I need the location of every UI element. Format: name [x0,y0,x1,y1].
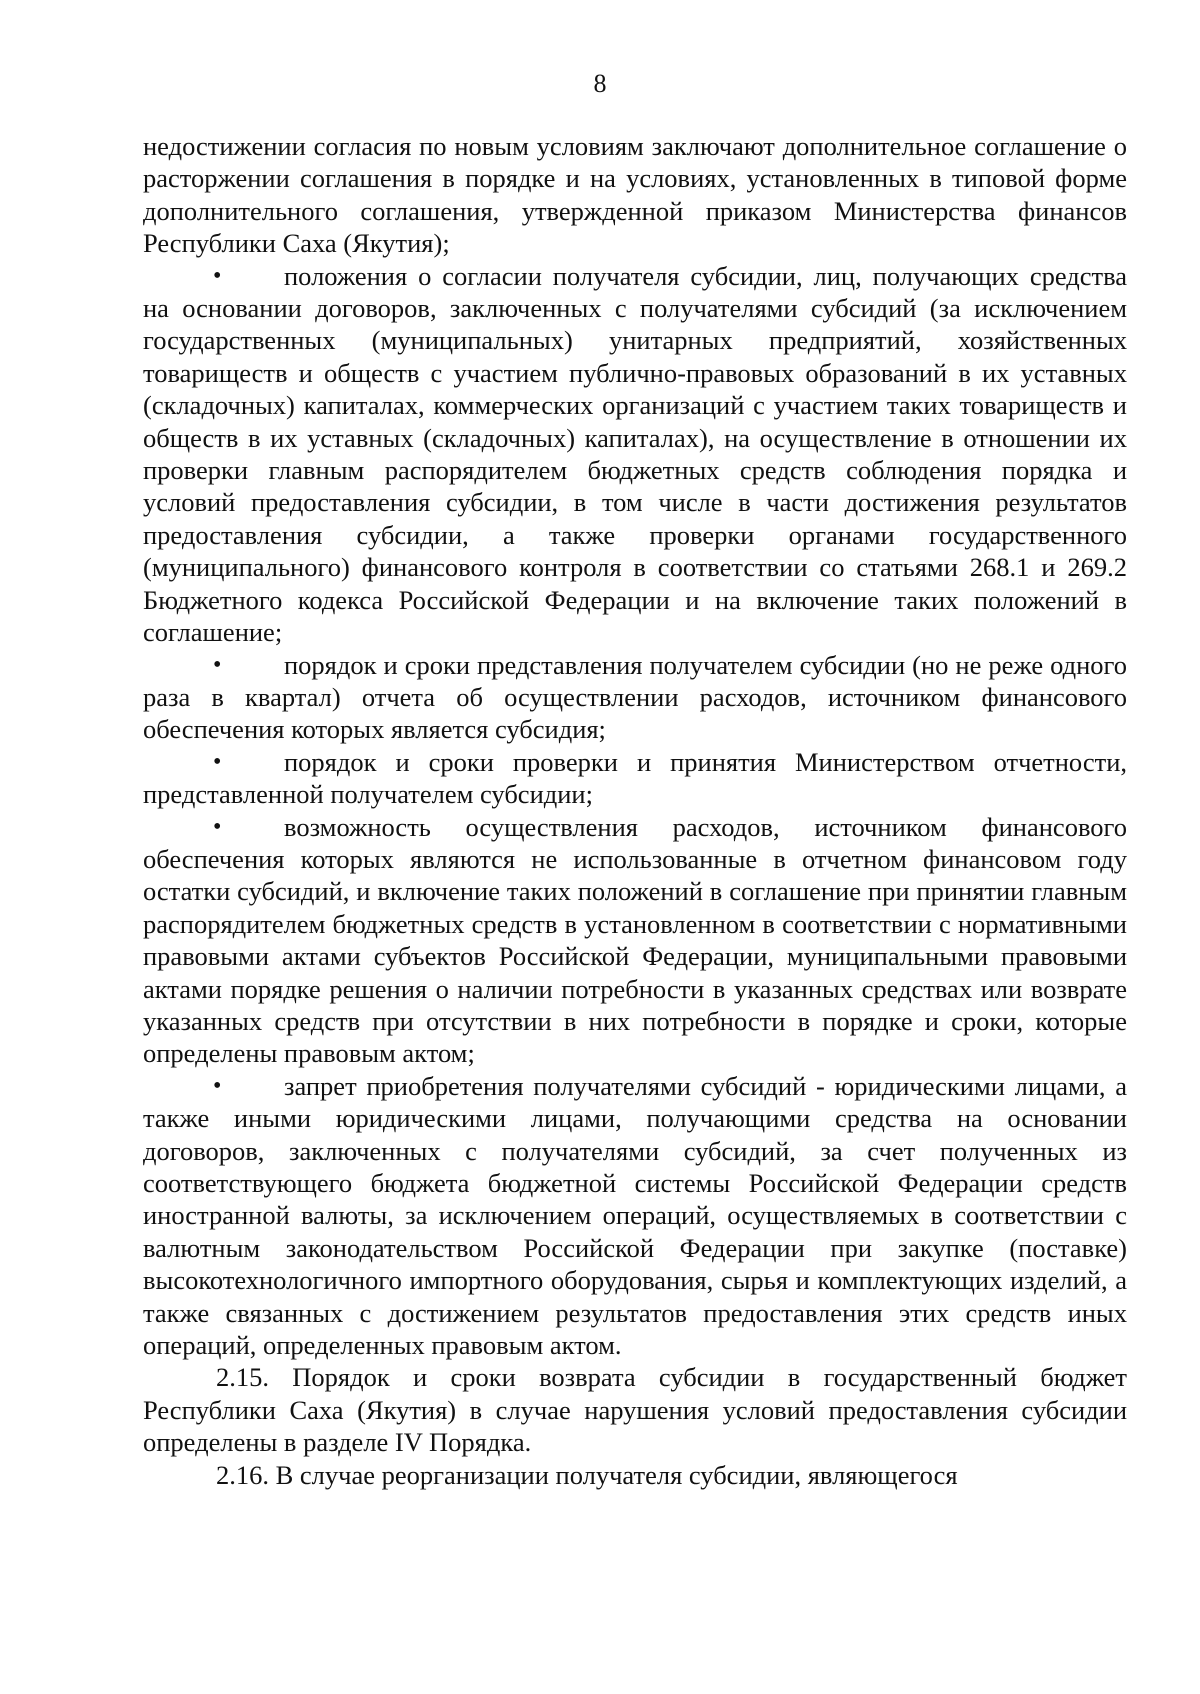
document-body [143,130,1127,1491]
bullet-item-currency-ban [143,1070,1127,1362]
bullet-text: возможность осуществления расходов, источником финансового обеспечения которых являются не использованные в отчетном финансовом году остатки субсидий, и включение таких положений в соглашение при принятии главным распорядителем бюджетных средств в установленном в соответствии с нормативными правовыми актами субъектов Российской Федерации, муниципальными правовыми актами порядке решения о наличии потребности в указанных средствах или возврате указанных средств при отсутствии в них потребности в порядке и сроки, которые определены правовым актом; [143,811,1127,1069]
bullet-text: запрет приобретения получателями субсидий - юридическими лицами, а также иными юридическими лицами, получающими средства на основании договоров, заключенных с получателями субсидий, за счет полученных из соответствующего бюджета бюджетной системы Российской Федерации средств иностранной валюты, за исключением операций, осуществляемых в соответствии с валютным законодательством Российской Федерации при закупке (поставке) высокотехнологичного импортного оборудования, сырья и комплектующих изделий, а также связанных с достижением результатов предоставления этих средств иных операций, определенных правовым актом. [143,1070,1127,1361]
section-2-16: 2.16. В случае реорганизации получателя субсидии, являющегося [216,1459,958,1490]
bullet-item-report-terms [143,649,1127,746]
bullet-icon: • [213,262,222,289]
bullet-text: положения о согласии получателя субсидии, лиц, получающих средства на основании договоров, заключенных с получателями субсидий (за исключением государственных (муниципальных) унитарных предприятий, хозяйственных товариществ и обществ с участием публично-правовых образований в их уставных (складочных) капиталах, коммерческих организаций с участием таких товариществ и обществ в их уставных (складочных) капиталах), на осуществление в отношении их проверки главным распорядителем бюджетных средств соблюдения порядка и условий предоставления субсидии, в том числе в части достижения результатов предоставления субсидии, а также проверки органами государственного (муниципального) финансового контроля в соответствии со статьями 268.1 и 269.2 Бюджетного кодекса Российской Федерации и на включение таких положений в соглашение; [143,260,1127,648]
paragraph-continuation: недостижении согласия по новым условиям заключают дополнительное соглашение о расторжении соглашения в порядке и на условиях, установленных в типовой форме дополнительного соглашения, утвержденной приказом Министерства финансов Республики Саха (Якутия); [143,131,1127,259]
section-2-15: 2.15. Порядок и сроки возврата субсидии в государственный бюджет Республики Саха (Якутия) в случае нарушения условий предоставления субсидии определены в разделе IV Порядка. [143,1362,1127,1458]
bullet-item-report-verification [143,746,1127,811]
bullet-item-unused-balances [143,811,1127,1070]
bullet-icon: • [213,1072,222,1099]
bullet-icon: • [213,748,222,775]
bullet-item-consent-checks [143,260,1127,649]
bullet-text: порядок и сроки проверки и принятия Министерством отчетности, представленной получателем субсидии; [143,746,1127,810]
page-number: 8 [593,69,607,98]
bullet-text: порядок и сроки представления получателем субсидии (но не реже одного раза в квартал) отчета об осуществлении расходов, источником финансового обеспечения которых является субсидия; [143,649,1127,745]
bullet-icon: • [213,651,222,678]
bullet-icon: • [213,813,222,840]
